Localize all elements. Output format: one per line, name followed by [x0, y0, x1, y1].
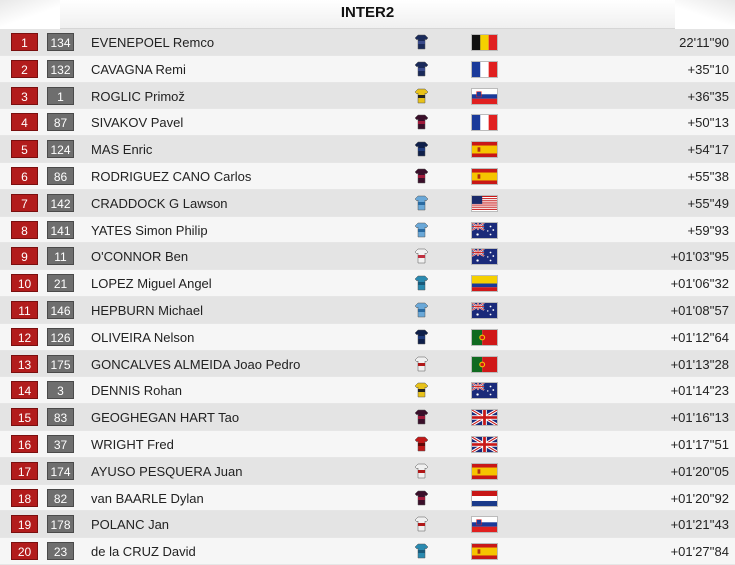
table-row[interactable]	[0, 377, 735, 404]
rider-time: +54''17	[687, 142, 729, 158]
position-badge: 7	[11, 194, 38, 212]
position-badge: 19	[11, 515, 38, 533]
rider-name[interactable]: LOPEZ Miguel Angel	[91, 276, 212, 292]
rider-name[interactable]: O'CONNOR Ben	[91, 249, 189, 265]
team-jersey-icon	[414, 195, 429, 211]
rider-name[interactable]: GONCALVES ALMEIDA Joao Pedro	[91, 356, 301, 372]
table-row[interactable]	[0, 190, 735, 217]
team-jersey-icon	[414, 61, 429, 77]
rider-time: +55''38	[687, 168, 729, 184]
team-jersey-icon	[414, 275, 429, 291]
rider-name[interactable]: MAS Enric	[91, 142, 153, 158]
position-badge: 9	[11, 247, 38, 265]
rider-name[interactable]: WRIGHT Fred	[91, 436, 174, 452]
table-row[interactable]	[0, 136, 735, 163]
team-jersey-icon	[414, 302, 429, 318]
rider-name[interactable]: EVENEPOEL Remco	[91, 35, 215, 50]
table-row[interactable]	[0, 324, 735, 351]
bib-number-badge: 141	[47, 221, 74, 239]
bib-number-badge: 23	[47, 542, 74, 560]
bib-number-badge: 175	[47, 355, 74, 373]
rider-time: +50''13	[687, 115, 729, 131]
uk-flag-icon	[471, 436, 498, 453]
rider-time: 22'11''90	[679, 35, 729, 50]
position-badge: 11	[11, 301, 38, 319]
team-jersey-icon	[414, 88, 429, 104]
netherlands-flag-icon	[471, 490, 498, 507]
rider-time: +01'20''05	[670, 463, 729, 479]
rider-name[interactable]: POLANC Jan	[91, 517, 170, 533]
table-row[interactable]	[0, 83, 735, 110]
bib-number-badge: 86	[47, 167, 74, 185]
table-row[interactable]	[0, 243, 735, 270]
table-row[interactable]	[0, 458, 735, 485]
position-badge: 20	[11, 542, 38, 560]
results-table	[0, 29, 735, 565]
rider-time: +55''49	[687, 195, 729, 211]
colombia-flag-icon	[471, 275, 498, 292]
team-jersey-icon	[414, 409, 429, 425]
rider-name[interactable]: YATES Simon Philip	[91, 222, 208, 238]
rider-name[interactable]: CAVAGNA Remi	[91, 61, 186, 77]
position-badge: 2	[11, 60, 38, 78]
rider-name[interactable]: GEOGHEGAN HART Tao	[91, 410, 240, 426]
rider-name[interactable]: AYUSO PESQUERA Juan	[91, 463, 243, 479]
bib-number-badge: 37	[47, 435, 74, 453]
rider-time: +01'16''13	[670, 410, 729, 426]
team-jersey-icon	[414, 490, 429, 506]
results-header	[0, 0, 735, 29]
australia-flag-icon	[471, 248, 498, 265]
position-badge: 1	[11, 33, 38, 51]
position-badge: 13	[11, 355, 38, 373]
bib-number-badge: 1	[47, 87, 74, 105]
bib-number-badge: 132	[47, 60, 74, 78]
spain-flag-icon	[471, 168, 498, 185]
slovenia-flag-icon	[471, 516, 498, 533]
rider-name[interactable]: SIVAKOV Pavel	[91, 115, 184, 131]
rider-name[interactable]: van BAARLE Dylan	[91, 490, 204, 506]
rider-time: +01'27''84	[670, 544, 729, 560]
rider-time: +01'08''57	[670, 302, 729, 318]
position-badge: 12	[11, 328, 38, 346]
rider-time: +01'14''23	[670, 383, 729, 399]
bib-number-badge: 142	[47, 194, 74, 212]
rider-name[interactable]: de la CRUZ David	[91, 544, 196, 560]
position-badge: 18	[11, 489, 38, 507]
table-row[interactable]	[0, 109, 735, 136]
rider-time: +01'17''51	[670, 436, 729, 452]
position-badge: 4	[11, 113, 38, 131]
table-row[interactable]	[0, 431, 735, 458]
position-badge: 5	[11, 140, 38, 158]
rider-time: +01'06''32	[670, 276, 729, 292]
belgium-flag-icon	[471, 34, 498, 51]
france-flag-icon	[471, 61, 498, 78]
australia-flag-icon	[471, 222, 498, 239]
table-row[interactable]	[0, 56, 735, 83]
team-jersey-icon	[414, 516, 429, 532]
position-badge: 15	[11, 408, 38, 426]
portugal-flag-icon	[471, 329, 498, 346]
table-row[interactable]	[0, 538, 735, 565]
rider-time: +59''93	[687, 222, 729, 238]
bib-number-badge: 82	[47, 489, 74, 507]
bib-number-badge: 11	[47, 247, 74, 265]
portugal-flag-icon	[471, 356, 498, 373]
spain-flag-icon	[471, 463, 498, 480]
uk-flag-icon	[471, 409, 498, 426]
bib-number-badge: 124	[47, 140, 74, 158]
table-row[interactable]	[0, 404, 735, 431]
rider-name[interactable]: DENNIS Rohan	[91, 383, 183, 399]
team-jersey-icon	[414, 248, 429, 264]
team-jersey-icon	[414, 222, 429, 238]
rider-time: +36''35	[687, 88, 729, 104]
bib-number-badge: 83	[47, 408, 74, 426]
bib-number-badge: 134	[47, 33, 74, 51]
rider-name[interactable]: HEPBURN Michael	[91, 302, 203, 318]
bib-number-badge: 3	[47, 381, 74, 399]
rider-name[interactable]: ROGLIC Primož	[91, 88, 185, 104]
position-badge: 10	[11, 274, 38, 292]
team-jersey-icon	[414, 463, 429, 479]
team-jersey-icon	[414, 382, 429, 398]
table-row[interactable]	[0, 351, 735, 378]
usa-flag-icon	[471, 195, 498, 212]
table-row[interactable]	[0, 29, 735, 56]
spain-flag-icon	[471, 543, 498, 560]
rider-name[interactable]: RODRIGUEZ CANO Carlos	[91, 168, 252, 184]
table-row[interactable]	[0, 163, 735, 190]
position-badge: 14	[11, 381, 38, 399]
rider-time: +01'13''28	[670, 356, 729, 372]
spain-flag-icon	[471, 141, 498, 158]
rider-name[interactable]: OLIVEIRA Nelson	[91, 329, 195, 345]
position-badge: 6	[11, 167, 38, 185]
team-jersey-icon	[414, 436, 429, 452]
table-row[interactable]	[0, 297, 735, 324]
bib-number-badge: 87	[47, 113, 74, 131]
rider-time: +01'12''64	[670, 329, 729, 345]
slovenia-flag-icon	[471, 88, 498, 105]
rider-time: +01'20''92	[670, 490, 729, 506]
bib-number-badge: 21	[47, 274, 74, 292]
team-jersey-icon	[414, 329, 429, 345]
rider-time: +01'21''43	[670, 517, 729, 533]
position-badge: 17	[11, 462, 38, 480]
position-badge: 16	[11, 435, 38, 453]
australia-flag-icon	[471, 382, 498, 399]
australia-flag-icon	[471, 302, 498, 319]
position-badge: 8	[11, 221, 38, 239]
rider-time: +35''10	[687, 61, 729, 77]
team-jersey-icon	[414, 356, 429, 372]
team-jersey-icon	[414, 114, 429, 130]
table-row[interactable]	[0, 217, 735, 244]
bib-number-badge: 146	[47, 301, 74, 319]
rider-name[interactable]: CRADDOCK G Lawson	[91, 195, 228, 211]
rider-time: +01'03''95	[670, 249, 729, 265]
bib-number-badge: 174	[47, 462, 74, 480]
position-badge: 3	[11, 87, 38, 105]
table-row[interactable]	[0, 270, 735, 297]
france-flag-icon	[471, 114, 498, 131]
bib-number-badge: 178	[47, 515, 74, 533]
table-row[interactable]	[0, 511, 735, 538]
team-jersey-icon	[414, 168, 429, 184]
bib-number-badge: 126	[47, 328, 74, 346]
team-jersey-icon	[414, 543, 429, 559]
page-title: INTER2	[340, 4, 395, 21]
table-row[interactable]	[0, 485, 735, 512]
team-jersey-icon	[414, 141, 429, 157]
team-jersey-icon	[414, 34, 429, 50]
